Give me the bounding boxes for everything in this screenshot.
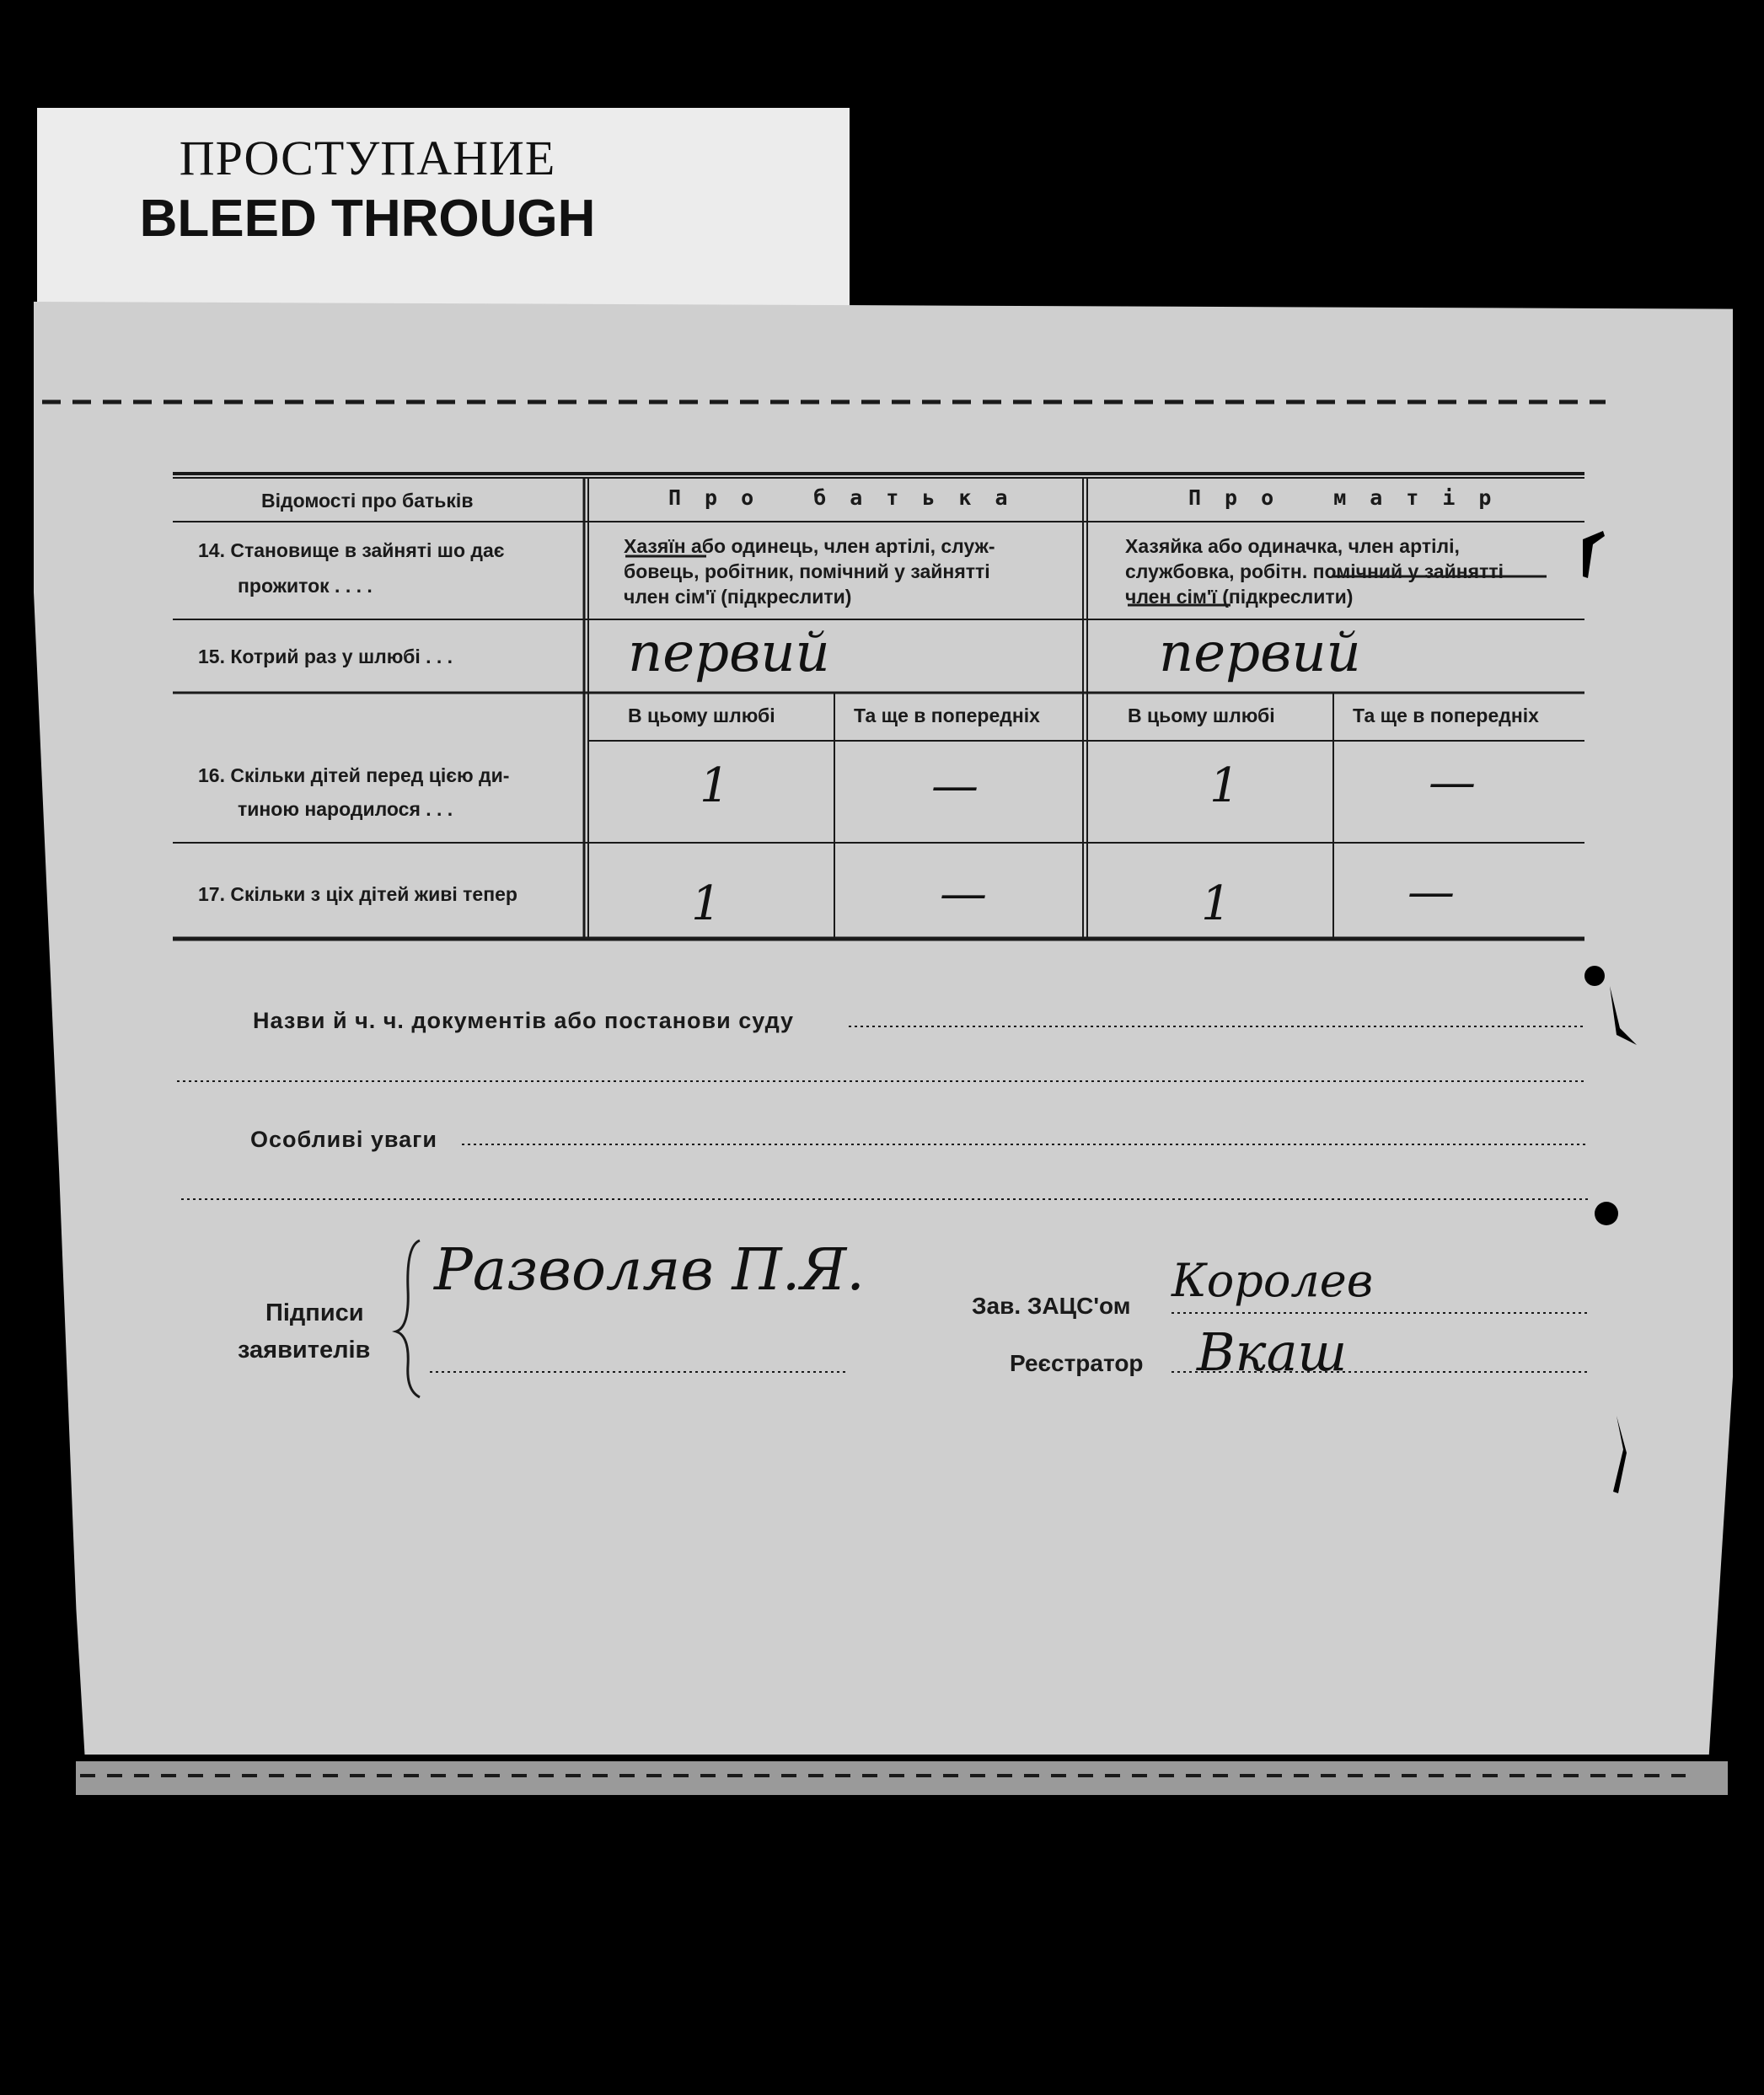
- tag-russian-text: ПРОСТУПАНИЕ: [179, 131, 556, 185]
- row15-mother-value: первий: [1159, 622, 1361, 684]
- row14-mother-options: [1125, 533, 1572, 609]
- col-header-father: Про батька: [668, 485, 1032, 510]
- applicant-signature: Разволяв П.Я.: [434, 1237, 865, 1304]
- signatures-label-line2: заявителів: [238, 1337, 371, 1364]
- row16-label-line1: 16. Скільки дітей перед цією ди-: [198, 764, 510, 786]
- registrar-label: Реєстратор: [1010, 1350, 1144, 1376]
- row16-label-line2: тиною народилося . . .: [238, 798, 453, 820]
- row16-mother-this-marriage: 1: [1209, 758, 1240, 813]
- row14-father-line1: Хазяїн або одинець, член артілі, служ-: [624, 535, 995, 557]
- row17-father-previous: —: [940, 866, 987, 921]
- notes-label: Особливі уваги: [250, 1127, 437, 1152]
- col-header-parents-info: Відомості про батьків: [261, 490, 474, 512]
- tag-english-text: BLEED THROUGH: [139, 190, 596, 248]
- head-label: Зав. ЗАЦС'ом: [972, 1293, 1131, 1319]
- row16-father-this-marriage: 1: [700, 758, 730, 813]
- row17-label: 17. Скільки з ціх дітей живі тепер: [198, 883, 517, 905]
- row15-label: 15. Котрий раз у шлюбі . . .: [198, 646, 453, 667]
- row14-father-options: [624, 533, 1070, 609]
- row14-father-line2: бовець, робітник, помічний у зайнятті: [624, 560, 990, 582]
- row14-label-line2: прожиток . . . .: [238, 575, 373, 597]
- row17-father-this-marriage: 1: [691, 876, 721, 931]
- row16-mother-previous: —: [1429, 755, 1476, 810]
- row17-mother-previous: —: [1407, 865, 1455, 919]
- documents-label: Назви й ч. ч. документів або постанови суду: [253, 1008, 795, 1033]
- subheader-father-this-marriage: В цьому шлюбі: [628, 705, 775, 726]
- subheader-father-previous: Та ще в попередніх: [854, 705, 1040, 726]
- registrar-signature: Вкаш: [1197, 1321, 1348, 1383]
- row14-father-line3: член сім'ї (підкреслити): [624, 586, 852, 608]
- row15-father-value: первий: [628, 622, 830, 684]
- col-header-mother: Про матір: [1188, 485, 1515, 510]
- subheader-mother-previous: Та ще в попередніх: [1353, 705, 1539, 726]
- row14-mother-line1: Хазяйка або одиначка, член артілі,: [1125, 535, 1460, 557]
- head-signature: Королев: [1172, 1254, 1374, 1307]
- row14-mother-line3: член сім'ї (підкреслити): [1125, 586, 1354, 608]
- signatures-label-line1: Підписи: [265, 1299, 364, 1326]
- row14-label-line1: 14. Становище в зайнятi шо дає: [198, 539, 505, 561]
- row14-mother-line2: службовка, робітн. помічний у зайнятті: [1125, 560, 1504, 582]
- row16-father-previous: —: [931, 758, 979, 813]
- subheader-mother-this-marriage: В цьому шлюбі: [1128, 705, 1275, 726]
- row17-mother-this-marriage: 1: [1201, 876, 1231, 931]
